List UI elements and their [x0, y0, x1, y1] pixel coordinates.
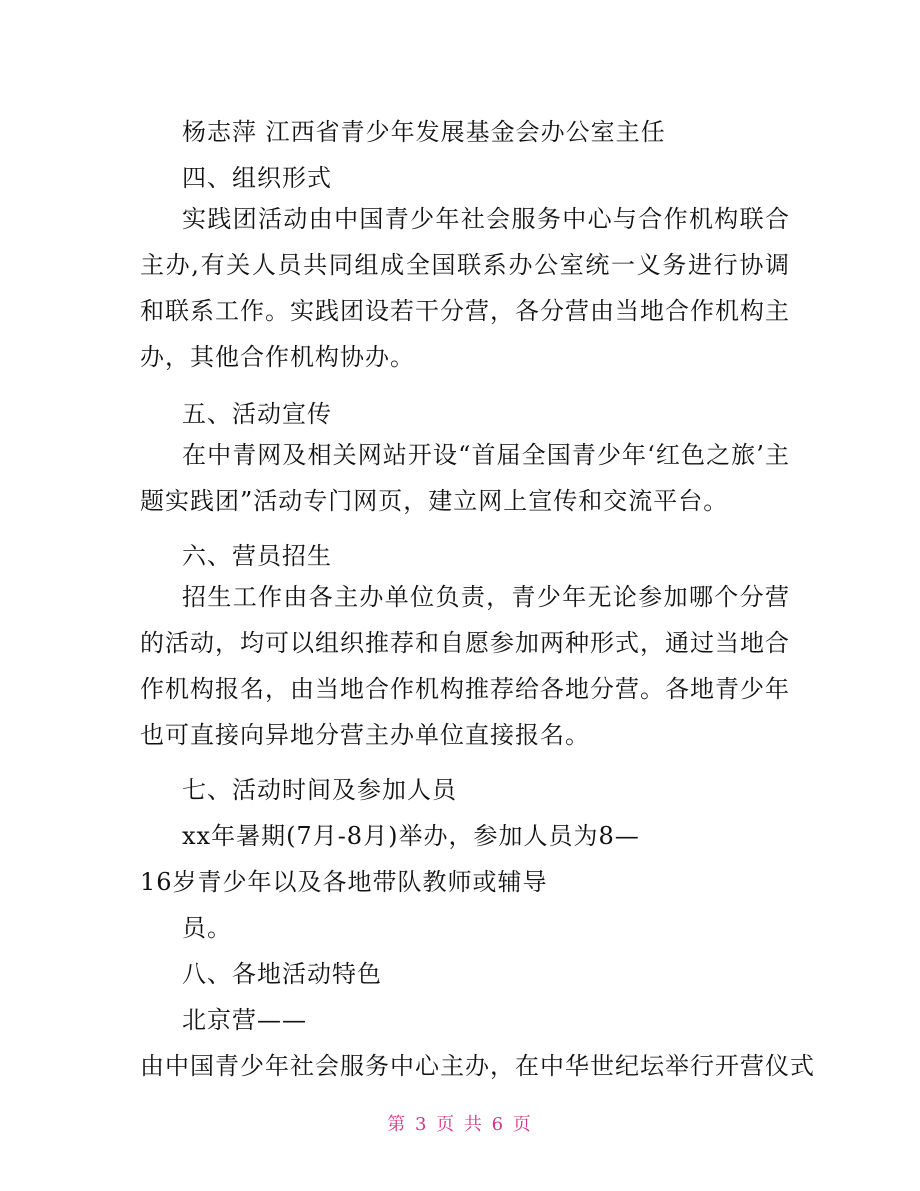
text-line: 由中国青少年社会服务中心主办，在中华世纪坛举行开营仪式 [140, 1052, 815, 1080]
text-line: xx年暑期(7月-8月)举办，参加人员为8— [182, 822, 640, 850]
text-line: 员。 [182, 914, 232, 942]
section-heading: 四、组织形式 [182, 164, 332, 192]
text-line: 杨志萍 江西省青少年发展基金会办公室主任 [182, 118, 666, 146]
paragraph: 在中青网及相关网站开设“首届全国青少年‘红色之旅’主题实践团”活动专门网页，建立网上宣传和交流平台。 [140, 441, 790, 515]
text-line: 16岁青少年以及各地带队教师或辅导 [140, 868, 548, 896]
section-heading: 八、各地活动特色 [182, 960, 382, 988]
page-footer: 第 3 页 共 6 页 [387, 1114, 533, 1135]
paragraph: 实践团活动由中国青少年社会服务中心与合作机构联合主办,有关人员共同组成全国联系办公室统一义务进行协调和联系工作。实践团设若干分营，各分营由当地合作机构主办，其他合作机构协办。 [140, 205, 790, 371]
paragraph: 招生工作由各主办单位负责，青少年无论参加哪个分营的活动，均可以组织推荐和自愿参加两种形式，通过当地合作机构报名，由当地合作机构推荐给各地分营。各地青少年也可直接向异地分营主办单位直接报名。 [140, 583, 790, 749]
section-heading: 五、活动宣传 [182, 400, 332, 428]
section-heading: 七、活动时间及参加人员 [182, 776, 457, 804]
text-line: 北京营—— [182, 1006, 307, 1034]
section-heading: 六、营员招生 [182, 542, 332, 570]
